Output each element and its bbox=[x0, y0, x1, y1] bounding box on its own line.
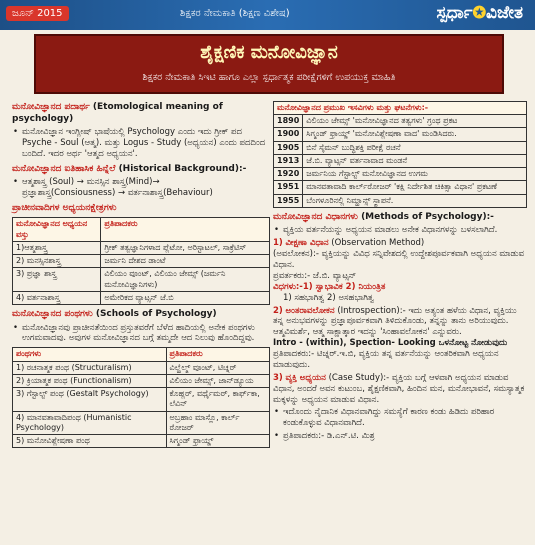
table-row bbox=[274, 181, 527, 194]
table-cell: 3) ಪ್ರಜ್ಞಾ ಶಾಸ್ತ್ರ bbox=[13, 268, 101, 291]
table-cell: 2) ಕ್ರಿಯಾತ್ಮಕ ಪಂಥ (Functionalism) bbox=[13, 374, 167, 387]
table-header-row bbox=[13, 348, 270, 361]
table-header-row bbox=[274, 102, 527, 115]
brand-name-tail: ವಿಜೇತ bbox=[486, 3, 523, 23]
issue-date-badge: ಜೂನ್ 2015 bbox=[6, 6, 69, 21]
table-cell: ಅಮೇರಿಕದ ವ್ಯಾಟ್ಸನ್ ಜೆ.ಬಿ bbox=[101, 291, 270, 304]
event-cell: ಸಿಗ್ಮಂಡ್ ಫ್ರಾಯ್ಡ್ 'ಮನೋವಿಶ್ಲೇಷಣಾ ವಾದ' ಮಂಡಿಸಿದರು. bbox=[303, 128, 527, 141]
method-number: 2) bbox=[273, 305, 283, 316]
schools-text: • ಮನೋವಿಜ್ಞಾನವು ಪ್ರಾಚೀನತೆಯಿಂದ ಪ್ರಸ್ತುತವರೆಗೆ ಬೆಳೆದ ಹಾದಿಯಲ್ಲಿ ಅನೇಕ ಪಂಥಗಳು ಉಗಮವಾದವು. ಅವುಗಳ ಮನೋವಿಜ್ಞಾನದ ಬಗ್ಗೆ ತಮ್ಮದೇ ಆದ ನಿಲುವು ಹೊಂದಿದ್ದವು. bbox=[12, 323, 270, 345]
schools-table bbox=[12, 347, 270, 448]
table-row bbox=[274, 194, 527, 207]
history-heading bbox=[12, 164, 270, 176]
table-cell: ಸಿಗ್ಮಂಡ್ ಫ್ರಾಯ್ಡ್ bbox=[166, 434, 269, 447]
magazine-brand bbox=[436, 3, 523, 23]
methods-intro: • ವ್ಯಕ್ತಿಯ ವರ್ತನೆಯನ್ನು ಅಧ್ಯಯನ ಮಾಡಲು ಅನೇಕ ವಿಧಾನಗಳನ್ನು ಬಳಸಲಾಗಿದೆ. bbox=[273, 225, 527, 236]
table-cell: 4) ವರ್ತನಾಶಾಸ್ತ್ರ bbox=[13, 291, 101, 304]
left-column bbox=[12, 98, 270, 448]
table-row bbox=[13, 361, 270, 374]
brand-name: ಸ್ಪರ್ಧಾ bbox=[436, 3, 473, 23]
schools-heading-kn: ಮನೋವಿಜ್ಞಾನದ ಪಂಥಗಳು bbox=[12, 309, 93, 320]
star-icon: ✪ bbox=[472, 3, 487, 23]
section-subtitle: ಶಿಕ್ಷಕರ ನೇಮಕಾತಿ (ಶಿಕ್ಷಣ ವಿಶೇಷ) bbox=[180, 8, 290, 19]
method-title: ಅಂತರಾವಲೋಕನ bbox=[285, 305, 335, 316]
table-header: ಮನೋವಿಜ್ಞಾನದ ಪ್ರಮುಖ ಇಸವಿಗಳು ಮತ್ತು ಘಟನೆಗಳು:- bbox=[274, 102, 527, 115]
table-row bbox=[274, 141, 527, 154]
schools-heading-en: (Schools of Psychology) bbox=[95, 309, 217, 320]
history-years-table bbox=[273, 101, 527, 208]
table-row bbox=[274, 115, 527, 128]
table-row bbox=[13, 411, 270, 434]
year-cell: 1905 bbox=[274, 141, 303, 154]
table-header: ಪ್ರತಿಪಾದಕರು bbox=[166, 348, 269, 361]
table-cell: ಅಬ್ರಹಾಂ ಮಾಸ್ಲೊ, ಕಾರ್ಲ್ ರೋಜರ್ bbox=[166, 411, 269, 434]
early-study-table bbox=[12, 217, 270, 305]
method-introspection-proponent: ಪ್ರತಿಪಾದಕರು:- ಟಿಚ್ನರ್.ಇ.ಬಿ, ವ್ಯಕ್ತಿಯ ತನ್ನ ವರ್ತನೆಯನ್ನು ಆಂತರಿಕವಾಗಿ ಅಧ್ಯಯನ ಮಾಡುವುದು. bbox=[273, 349, 499, 370]
methods-heading-en: (Methods of Psychology):- bbox=[361, 211, 494, 222]
method-case-study-text: ವ್ಯಕ್ತಿಯ ಬಗ್ಗೆ ಆಳವಾಗಿ ಅಧ್ಯಯನ ಮಾಡುವ ವಿಧಾನ, ಅಂದರೆ ಅವನ ಕುಟುಂಬ, ಶೈಕ್ಷಣಿಕವಾಗಿ, ಹಿಂದಿನ ಮನ, ಮನೋಭಾವನೆ, ಸಮಸ್ಯಾತ್ಮಕ ಮಕ್ಕಳನ್ನು ಅಧ್ಯಯನ ಮಾಡುವ ವಿಧಾನ. bbox=[273, 372, 525, 405]
table-header: ಪಂಥಗಳು bbox=[13, 348, 167, 361]
table-header: ಪ್ರತಿಪಾದಕರು bbox=[101, 218, 270, 241]
method-case-study bbox=[273, 373, 527, 406]
table-row bbox=[13, 268, 270, 291]
etymology-heading-kn: ಮನೋವಿಜ್ಞಾನದ ಪದಾರ್ಥ bbox=[12, 102, 90, 112]
table-row bbox=[274, 128, 527, 141]
year-cell: 1951 bbox=[274, 181, 303, 194]
year-cell: 1900 bbox=[274, 128, 303, 141]
history-heading-kn: ಮನೋವಿಜ್ಞಾನದ ಐತಿಹಾಸಿಕ ಹಿನ್ನೆಲೆ bbox=[12, 163, 116, 174]
right-column bbox=[273, 98, 527, 442]
table-cell: ಕೊಹ್ಲರ್, ವರ್ಥೈಮರ್, ಕಾರ್ಫ್‌ಕಾ, ಲೆವಿನ್ bbox=[166, 388, 269, 411]
method-title: ವ್ಯಕ್ತಿ ಅಧ್ಯಯನ bbox=[285, 372, 326, 383]
table-row bbox=[13, 291, 270, 304]
table-header-row bbox=[13, 218, 270, 241]
schools-heading bbox=[12, 309, 270, 321]
early-study-heading: ಪ್ರಾಚೀನವಾದಿಗಳ ಅಧ್ಯಯನಕ್ಷೇತ್ರಗಳು bbox=[12, 202, 117, 213]
table-row bbox=[13, 374, 270, 387]
table-cell: 1)ಆತ್ಮಶಾಸ್ತ್ರ bbox=[13, 241, 101, 254]
method-observation-types: ವಿಧಗಳು:-1) ಸ್ವಾಭಾವಿಕ 2) ನಿಯಂತ್ರಿತ bbox=[273, 281, 386, 292]
etymology-heading bbox=[12, 102, 270, 125]
method-observation-text: (ಅವಲೋಕನ):- ವ್ಯಕ್ತಿಯನ್ನು ವಿವಿಧ ಸನ್ನಿವೇಶದಲ್ಲಿ ಉದ್ದೇಶಪೂರ್ವಕವಾಗಿ ಅಧ್ಯಯನ ಮಾಡುವ ವಿಧಾನ. bbox=[273, 249, 525, 271]
table-header: ಮನೋವಿಜ್ಞಾನದ ಅಧ್ಯಯನ ವಸ್ತು bbox=[13, 218, 101, 241]
table-cell: 3) ಗೆಸ್ಟಾಲ್ಟ್ ಪಂಥ (Gestalt Psychology) bbox=[13, 388, 167, 411]
page-title: ಶೈಕ್ಷಣಿಕ ಮನೋವಿಜ್ಞಾನ bbox=[200, 42, 338, 63]
event-cell: ಜರ್ಮನಿಯ ಗೆಸ್ಟಾಲ್ಟ್ ಮನೋವಿಜ್ಞಾನದ ಉಗಮ bbox=[303, 168, 527, 181]
event-cell: ಬೆಂಗಳೂರಿನಲ್ಲಿ ನಿಮ್ಹಾನ್ಸ್ ಸ್ಥಾಪನೆ. bbox=[303, 194, 527, 207]
etymology-text: • ಮನೋವಿಜ್ಞಾನ ಇಂಗ್ಲೀಷ್ ಭಾಷೆಯಲ್ಲಿ Psychology ಎಂದು ಇದು ಗ್ರೀಕ್ ಪದ Psyche - Soul (ಆತ್ಮ). ಮತ್ತು Logus - Study (ಅಧ್ಯಯನ) ಎಂದು ಪದದಿಂದ ಬಂದಿದೆ. ಇದರ ಅರ್ಥ 'ಆತ್ಮದ ಅಧ್ಯಯನ'. bbox=[12, 127, 270, 160]
method-case-study-bullet-2: • ಪ್ರತಿಪಾದಕರು:- ಡಿ.ಎನ್.ಟಿ. ಮಿಶ್ರ bbox=[273, 431, 527, 442]
year-cell: 1890 bbox=[274, 115, 303, 128]
method-title: ವೀಕ್ಷಣಾ ವಿಧಾನ bbox=[285, 238, 329, 249]
method-observation bbox=[273, 238, 527, 249]
history-heading-en: (Historical Background):- bbox=[118, 163, 247, 174]
method-introspection bbox=[273, 306, 527, 339]
history-line-1: • ಆತ್ಮಶಾಸ್ತ್ರ (Soul) → ಮನಸ್ಸಿನ ಶಾಸ್ತ್ರ(Mind)→ bbox=[12, 177, 270, 188]
top-header-bar bbox=[0, 0, 535, 30]
method-observation-proponent: ಪ್ರವರ್ತಕರು:- ಜೆ.ಬಿ. ವ್ಯಾಟ್ಸನ್ bbox=[273, 270, 357, 281]
title-banner bbox=[34, 34, 504, 94]
table-cell: ಜರ್ಮನಿ ದೇಶದ ಡಾಂಟೆ bbox=[101, 255, 270, 268]
method-observation-types-2: 1) ಸಹಭಾಗಿತ್ವ 2) ಅಸಹಭಾಗಿತ್ವ bbox=[283, 292, 374, 303]
table-row bbox=[13, 434, 270, 447]
page-subtitle: ಶಿಕ್ಷಕರ ನೇಮಕಾತಿ ಸಿಇಟಿ ಹಾಗೂ ಎಲ್ಲಾ ಸ್ಪರ್ಧಾತ್ಮಕ ಪರೀಕ್ಷೆಗಳಿಗೆ ಉಪಯುಕ್ತ ಮಾಹಿತಿ bbox=[142, 72, 396, 83]
method-introspection-etymology: Intro - (within), Spection- Looking ಒಳನೋಟ್ಟ ನೋಡುವುದು bbox=[273, 338, 508, 349]
table-row bbox=[274, 154, 527, 167]
method-number: 3) bbox=[273, 372, 283, 383]
event-cell: ಮಾನವತಾವಾದಿ ಕಾರ್ಲ್‌ರೋಜರ್ 'ಕಕ್ಷಿ ನಿರ್ದೇಶಿತ ಚಿಕಿತ್ಸಾ ವಿಧಾನ' ಪ್ರಕಟಣೆ bbox=[303, 181, 527, 194]
table-cell: ವಿಲಿಯಂ ಜೇಮ್ಸ್, ಜಾನ್‌ಡ್ಯೂಯ bbox=[166, 374, 269, 387]
method-case-study-bullet-1: • ಇದೊಂದು ನೈದಾನಿಕ ವಿಧಾನವಾಗಿದ್ದು ಸಮಸ್ಯೆಗೆ ಕಾರಣ ಕಂಡು ಹಿಡಿದು ಪರಿಹಾರ ಕಂಡುಕೊಳ್ಳುವ ವಿಧಾನವಾಗಿದೆ. bbox=[273, 407, 527, 429]
table-row bbox=[13, 255, 270, 268]
table-cell: ವಿಲಿಯಂ ವೂಂಟ್, ವಿಲಿಯಂ ಜೇಮ್ಸ್ (ಜರ್ಮನಿ ಮನೋವಿಜ್ಞಾನಿಗಳು) bbox=[101, 268, 270, 291]
method-number: 1) bbox=[273, 238, 283, 249]
table-row bbox=[13, 241, 270, 254]
history-line-2: ಪ್ರಜ್ಞಾಶಾಸ್ತ್ರ(Consiousness) → ವರ್ತನಾಶಾಸ್ತ್ರ(Behaviour) bbox=[22, 188, 213, 199]
year-cell: 1955 bbox=[274, 194, 303, 207]
event-cell: ಜೆ.ಬಿ. ವ್ಯಾಟ್ಸನ್ ವರ್ತನಾವಾದ ಮಂಡನೆ bbox=[303, 154, 527, 167]
methods-heading-kn: ಮನೋವಿಜ್ಞಾನದ ವಿಧಾನಗಳು bbox=[273, 211, 358, 222]
table-cell: ವಿಲ್ಹೆಲ್ಮ್ ವೂಂಟ್, ಟಿಚ್ನರ್ bbox=[166, 361, 269, 374]
table-row bbox=[274, 168, 527, 181]
etymology-heading-en: (Etomological meaning of psychology) bbox=[12, 102, 223, 124]
method-title-en: (Introspection):- bbox=[337, 305, 406, 316]
table-cell: 5) ಮನೋವಿಶ್ಲೇಷಣಾ ಪಂಥ bbox=[13, 434, 167, 447]
year-cell: 1913 bbox=[274, 154, 303, 167]
year-cell: 1920 bbox=[274, 168, 303, 181]
table-cell: ಗ್ರೀಕ್ ತತ್ವಜ್ಞಾನಿಗಳಾದ ಪ್ಲೆಟೋ, ಅರಿಸ್ಟಾಟಲ್, ಸಾಕ್ರೆಟಿಸ್ bbox=[101, 241, 270, 254]
method-title-en: (Case Study):- bbox=[328, 372, 390, 383]
methods-heading bbox=[273, 212, 527, 224]
event-cell: ಬಿನೆ ಸೈಮನ್ ಬುದ್ಧಿಶಕ್ತಿ ಪರೀಕ್ಷೆ ರಚನೆ bbox=[303, 141, 527, 154]
method-introspection-text: ಇದು ಅತ್ಯಂತ ಹಳೆಯ ವಿಧಾನ, ವ್ಯಕ್ತಿಯು ತನ್ನ ಅನುಭವಗಳನ್ನು ಪ್ರಜ್ಞಾಪೂರ್ವಕವಾಗಿ ತಿಳಿದುಕೊಂಡು, ತನ್ನನ್ನು ತಾನು ಅರಿಯುವುದು. ಆತ್ಮವಿಮರ್ಶೆ, ಆತ್ಮ ಸಾಕ್ಷಾತ್ಕಾರ ಇದನ್ನು 'ಸಿಂಹಾವಲೋಕನ' ಎನ್ನುವರು. bbox=[273, 305, 517, 338]
method-title-en: (Observation Method) bbox=[331, 238, 425, 249]
table-cell: 2) ಮನಸ್ಸಿನಶಾಸ್ತ್ರ bbox=[13, 255, 101, 268]
table-row bbox=[13, 388, 270, 411]
event-cell: ವಿಲಿಯಂ ಜೇಮ್ಸ್ 'ಮನೋವಿಜ್ಞಾನದ ತತ್ವಗಳು' ಗ್ರಂಥ ಪ್ರಕಟ bbox=[303, 115, 527, 128]
table-cell: 1) ರಚನಾತ್ಮಕ ಪಂಥ (Structuralism) bbox=[13, 361, 167, 374]
table-cell: 4) ಮಾನವತಾವಾದಿಪಂಥ (Humanistic Psychology) bbox=[13, 411, 167, 434]
